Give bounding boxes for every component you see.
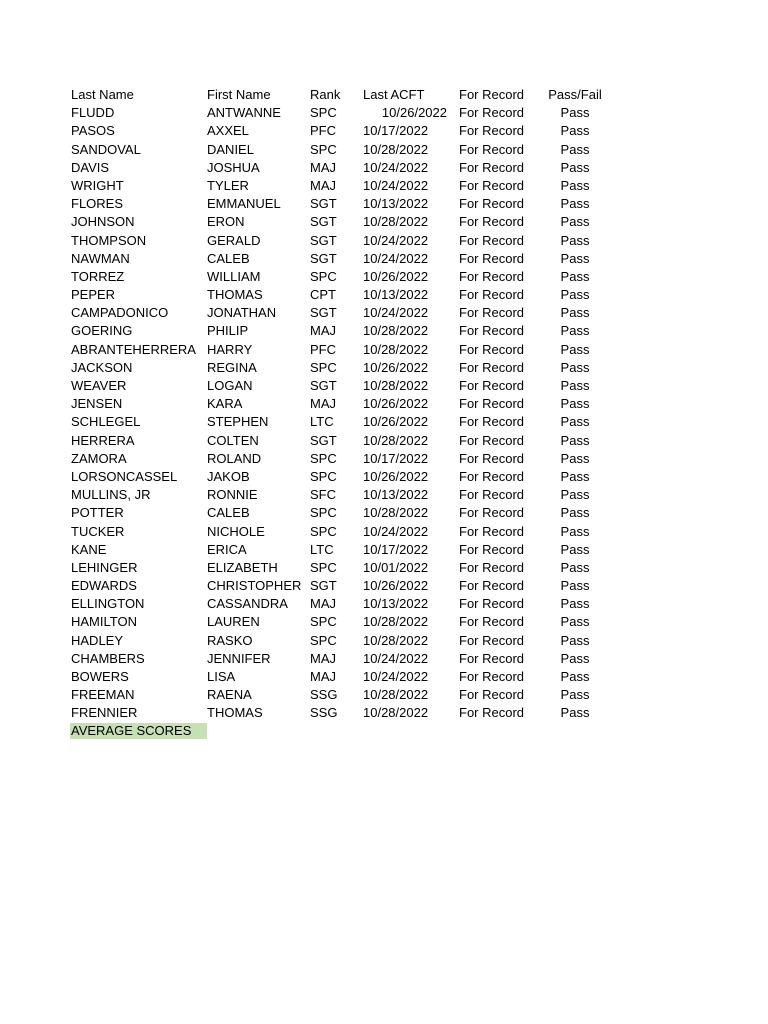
cell-first-name: JONATHAN: [207, 305, 277, 321]
cell-last-name: HADLEY: [71, 632, 124, 648]
cell-last-acft: 10/24/2022: [363, 159, 429, 175]
cell-rank: SPC: [310, 614, 337, 630]
cell-rank: MAJ: [310, 159, 336, 175]
cell-first-name: RAENA: [207, 687, 252, 703]
cell-last-acft: 10/26/2022: [381, 105, 447, 121]
table-row: [70, 395, 690, 413]
cell-for-record: For Record: [459, 414, 525, 430]
table-row: [70, 268, 690, 286]
cell-for-record: For Record: [459, 105, 525, 121]
cell-for-record: For Record: [459, 632, 525, 648]
cell-for-record: For Record: [459, 559, 525, 575]
cell-for-record: For Record: [459, 596, 525, 612]
table-row: [70, 650, 690, 668]
table-row: [70, 122, 690, 140]
cell-pass-fail: Pass: [560, 341, 590, 357]
cell-pass-fail: Pass: [560, 123, 590, 139]
average-scores-label: AVERAGE SCORES: [70, 723, 207, 739]
table-row: [70, 632, 690, 650]
header-last-name: Last Name: [71, 87, 134, 102]
cell-for-record: For Record: [459, 468, 525, 484]
cell-last-name: POTTER: [71, 505, 124, 521]
table-row: [70, 577, 690, 595]
cell-last-name: CAMPADONICO: [71, 305, 169, 321]
cell-last-acft: 10/13/2022: [363, 596, 429, 612]
cell-for-record: For Record: [459, 432, 525, 448]
average-row: [70, 723, 690, 741]
cell-last-acft: 10/26/2022: [363, 578, 429, 594]
cell-pass-fail: Pass: [560, 323, 590, 339]
table-row: [70, 104, 690, 122]
cell-pass-fail: Pass: [560, 159, 590, 175]
cell-first-name: CALEB: [207, 505, 250, 521]
cell-first-name: THOMAS: [207, 705, 263, 721]
cell-rank: CPT: [310, 287, 336, 303]
cell-last-name: HERRERA: [71, 432, 135, 448]
cell-rank: SSG: [310, 687, 338, 703]
cell-rank: SPC: [310, 505, 337, 521]
cell-pass-fail: Pass: [560, 541, 590, 557]
cell-first-name: ERICA: [207, 541, 247, 557]
cell-for-record: For Record: [459, 323, 525, 339]
cell-rank: SGT: [310, 196, 337, 212]
cell-for-record: For Record: [459, 523, 525, 539]
cell-first-name: JOSHUA: [207, 159, 260, 175]
cell-last-name: WRIGHT: [71, 177, 124, 193]
cell-last-name: BOWERS: [71, 669, 129, 684]
cell-rank: SPC: [310, 468, 337, 484]
cell-for-record: For Record: [459, 341, 525, 357]
cell-first-name: STEPHEN: [207, 414, 269, 430]
table-row: [70, 595, 690, 613]
cell-first-name: PHILIP: [207, 323, 249, 339]
cell-last-name: KANE: [71, 541, 107, 557]
cell-last-name: EDWARDS: [71, 578, 137, 594]
cell-for-record: For Record: [459, 578, 525, 594]
cell-last-name: JENSEN: [71, 396, 123, 412]
cell-last-acft: 10/26/2022: [363, 268, 429, 284]
cell-pass-fail: Pass: [560, 523, 590, 539]
cell-pass-fail: Pass: [560, 669, 590, 684]
cell-last-name: MULLINS, JR: [71, 487, 151, 503]
cell-pass-fail: Pass: [560, 359, 590, 375]
table-row: [70, 250, 690, 268]
cell-rank: SGT: [310, 250, 337, 266]
cell-last-acft: 10/24/2022: [363, 650, 429, 666]
cell-pass-fail: Pass: [560, 141, 590, 157]
cell-for-record: For Record: [459, 614, 525, 630]
cell-last-acft: 10/28/2022: [363, 505, 429, 521]
cell-last-name: SANDOVAL: [71, 141, 141, 157]
cell-rank: MAJ: [310, 650, 336, 666]
cell-rank: MAJ: [310, 323, 336, 339]
cell-pass-fail: Pass: [560, 232, 590, 248]
cell-last-acft: 10/17/2022: [363, 123, 429, 139]
cell-first-name: NICHOLE: [207, 523, 265, 539]
cell-pass-fail: Pass: [560, 687, 590, 703]
cell-last-acft: 10/24/2022: [363, 305, 429, 321]
cell-last-acft: 10/28/2022: [363, 341, 429, 357]
cell-last-acft: 10/26/2022: [363, 414, 429, 430]
cell-pass-fail: Pass: [560, 105, 590, 121]
header-row: [70, 86, 690, 104]
cell-last-acft: 10/13/2022: [363, 196, 429, 212]
cell-rank: MAJ: [310, 669, 336, 684]
cell-first-name: WILLIAM: [207, 268, 261, 284]
cell-rank: SPC: [310, 632, 337, 648]
cell-first-name: LISA: [207, 669, 236, 684]
cell-pass-fail: Pass: [560, 396, 590, 412]
cell-for-record: For Record: [459, 141, 525, 157]
cell-last-acft: 10/28/2022: [363, 687, 429, 703]
cell-first-name: TYLER: [207, 177, 249, 193]
cell-first-name: HARRY: [207, 341, 253, 357]
cell-rank: PFC: [310, 123, 336, 139]
cell-last-name: TUCKER: [71, 523, 125, 539]
header-rank: Rank: [310, 87, 341, 102]
cell-pass-fail: Pass: [560, 250, 590, 266]
cell-pass-fail: Pass: [560, 196, 590, 212]
cell-last-acft: 10/24/2022: [363, 250, 429, 266]
cell-last-name: JACKSON: [71, 359, 133, 375]
cell-for-record: For Record: [459, 177, 525, 193]
table-row: [70, 141, 690, 159]
cell-for-record: For Record: [459, 232, 525, 248]
cell-first-name: THOMAS: [207, 287, 263, 303]
table-row: [70, 159, 690, 177]
cell-first-name: CASSANDRA: [207, 596, 288, 612]
cell-for-record: For Record: [459, 396, 525, 412]
cell-rank: SPC: [310, 559, 337, 575]
cell-first-name: LOGAN: [207, 378, 253, 393]
cell-rank: LTC: [310, 414, 334, 430]
cell-pass-fail: Pass: [560, 177, 590, 193]
cell-last-name: ELLINGTON: [71, 596, 145, 612]
cell-last-name: PASOS: [71, 123, 115, 139]
cell-last-name: LORSONCASSEL: [71, 468, 178, 484]
cell-first-name: ERON: [207, 214, 245, 230]
table-row: [70, 286, 690, 304]
table-row: [70, 177, 690, 195]
cell-first-name: RONNIE: [207, 487, 258, 503]
cell-first-name: JAKOB: [207, 468, 250, 484]
cell-last-name: NAWMAN: [71, 250, 130, 266]
cell-first-name: ELIZABETH: [207, 559, 278, 575]
cell-last-acft: 10/13/2022: [363, 487, 429, 503]
cell-pass-fail: Pass: [560, 559, 590, 575]
cell-last-name: LEHINGER: [71, 559, 138, 575]
cell-last-name: ABRANTEHERRERA: [71, 341, 196, 357]
cell-first-name: EMMANUEL: [207, 196, 281, 212]
cell-last-acft: 10/28/2022: [363, 705, 429, 721]
cell-last-name: CHAMBERS: [71, 650, 145, 666]
cell-for-record: For Record: [459, 250, 525, 266]
cell-pass-fail: Pass: [560, 650, 590, 666]
table-row: [70, 304, 690, 322]
cell-last-acft: 10/01/2022: [363, 559, 429, 575]
cell-for-record: For Record: [459, 505, 525, 521]
cell-last-name: FLUDD: [71, 105, 115, 121]
cell-first-name: GERALD: [207, 232, 261, 248]
header-last-acft: Last ACFT: [363, 87, 425, 102]
table-row: [70, 686, 690, 704]
cell-last-acft: 10/28/2022: [363, 432, 429, 448]
cell-for-record: For Record: [459, 687, 525, 703]
cell-rank: SPC: [310, 105, 337, 121]
cell-rank: MAJ: [310, 177, 336, 193]
cell-last-name: TORREZ: [71, 268, 125, 284]
table-row: [70, 613, 690, 631]
cell-for-record: For Record: [459, 541, 525, 557]
cell-for-record: For Record: [459, 287, 525, 303]
cell-for-record: For Record: [459, 650, 525, 666]
cell-rank: SFC: [310, 487, 336, 503]
table-row: [70, 377, 690, 395]
cell-for-record: For Record: [459, 359, 525, 375]
cell-last-acft: 10/26/2022: [363, 359, 429, 375]
cell-pass-fail: Pass: [560, 614, 590, 630]
cell-pass-fail: Pass: [560, 596, 590, 612]
cell-for-record: For Record: [459, 305, 525, 321]
table-row: [70, 341, 690, 359]
table-row: [70, 486, 690, 504]
table-row: [70, 541, 690, 559]
cell-rank: SPC: [310, 359, 337, 375]
cell-rank: SPC: [310, 268, 337, 284]
cell-rank: SPC: [310, 523, 337, 539]
cell-pass-fail: Pass: [560, 505, 590, 521]
cell-pass-fail: Pass: [560, 432, 590, 448]
cell-last-name: HAMILTON: [71, 614, 137, 630]
cell-rank: SGT: [310, 214, 337, 230]
cell-pass-fail: Pass: [560, 214, 590, 230]
cell-first-name: COLTEN: [207, 432, 259, 448]
cell-first-name: RASKO: [207, 632, 253, 648]
cell-last-name: JOHNSON: [71, 214, 135, 230]
cell-last-name: THOMPSON: [71, 232, 147, 248]
cell-pass-fail: Pass: [560, 450, 590, 466]
cell-pass-fail: Pass: [560, 487, 590, 503]
cell-for-record: For Record: [459, 669, 525, 684]
cell-pass-fail: Pass: [560, 287, 590, 303]
cell-for-record: For Record: [459, 123, 525, 139]
cell-last-acft: 10/17/2022: [363, 450, 429, 466]
cell-last-acft: 10/24/2022: [363, 177, 429, 193]
table-row: [70, 668, 690, 686]
cell-rank: MAJ: [310, 396, 336, 412]
cell-first-name: KARA: [207, 396, 243, 412]
cell-last-acft: 10/13/2022: [363, 287, 429, 303]
table-row: [70, 468, 690, 486]
cell-last-acft: 10/24/2022: [363, 232, 429, 248]
cell-rank: SGT: [310, 305, 337, 321]
header-pass-fail: Pass/Fail: [548, 87, 602, 102]
cell-last-acft: 10/28/2022: [363, 632, 429, 648]
cell-rank: LTC: [310, 541, 334, 557]
cell-last-acft: 10/26/2022: [363, 468, 429, 484]
acft-roster-table: [70, 86, 690, 741]
cell-first-name: AXXEL: [207, 123, 249, 139]
cell-last-acft: 10/28/2022: [363, 378, 429, 393]
table-row: [70, 195, 690, 213]
cell-last-acft: 10/28/2022: [363, 614, 429, 630]
cell-last-acft: 10/17/2022: [363, 541, 429, 557]
cell-first-name: LAUREN: [207, 614, 260, 630]
cell-for-record: For Record: [459, 487, 525, 503]
cell-rank: SPC: [310, 141, 337, 157]
table-row: [70, 232, 690, 250]
table-row: [70, 559, 690, 577]
cell-rank: SGT: [310, 432, 337, 448]
cell-rank: MAJ: [310, 596, 336, 612]
cell-last-name: FLORES: [71, 196, 124, 212]
table-row: [70, 213, 690, 231]
cell-for-record: For Record: [459, 268, 525, 284]
cell-first-name: JENNIFER: [207, 650, 271, 666]
cell-last-name: PEPER: [71, 287, 116, 303]
cell-for-record: For Record: [459, 450, 525, 466]
cell-rank: SGT: [310, 378, 337, 393]
cell-first-name: DANIEL: [207, 141, 254, 157]
cell-last-acft: 10/24/2022: [363, 669, 429, 684]
cell-last-name: DAVIS: [71, 159, 110, 175]
cell-for-record: For Record: [459, 159, 525, 175]
table-row: [70, 413, 690, 431]
table-row: [70, 523, 690, 541]
cell-pass-fail: Pass: [560, 468, 590, 484]
header-for-record: For Record: [459, 87, 525, 102]
cell-last-name: ZAMORA: [71, 450, 127, 466]
table-row: [70, 504, 690, 522]
cell-rank: SPC: [310, 450, 337, 466]
header-first-name: First Name: [207, 87, 271, 102]
cell-last-acft: 10/28/2022: [363, 214, 429, 230]
cell-rank: SGT: [310, 578, 337, 594]
cell-first-name: ROLAND: [207, 450, 262, 466]
table-body: [70, 104, 690, 722]
cell-last-acft: 10/26/2022: [363, 396, 429, 412]
cell-last-name: GOERING: [71, 323, 133, 339]
cell-first-name: ANTWANNE: [207, 105, 281, 121]
cell-first-name: CHRISTOPHER: [207, 578, 302, 594]
cell-pass-fail: Pass: [560, 305, 590, 321]
cell-last-name: WEAVER: [71, 378, 127, 393]
table-row: [70, 359, 690, 377]
cell-last-acft: 10/28/2022: [363, 323, 429, 339]
table-row: [70, 704, 690, 722]
cell-rank: PFC: [310, 341, 336, 357]
cell-last-acft: 10/28/2022: [363, 141, 429, 157]
cell-first-name: REGINA: [207, 359, 257, 375]
cell-first-name: CALEB: [207, 250, 250, 266]
cell-rank: SSG: [310, 705, 338, 721]
cell-pass-fail: Pass: [560, 268, 590, 284]
table-row: [70, 322, 690, 340]
cell-for-record: For Record: [459, 196, 525, 212]
table-row: [70, 450, 690, 468]
table-row: [70, 432, 690, 450]
cell-pass-fail: Pass: [560, 378, 590, 393]
cell-last-acft: 10/24/2022: [363, 523, 429, 539]
cell-pass-fail: Pass: [560, 632, 590, 648]
cell-pass-fail: Pass: [560, 578, 590, 594]
cell-last-name: FREEMAN: [71, 687, 135, 703]
cell-rank: SGT: [310, 232, 337, 248]
cell-pass-fail: Pass: [560, 414, 590, 430]
cell-for-record: For Record: [459, 214, 525, 230]
cell-for-record: For Record: [459, 705, 525, 721]
cell-pass-fail: Pass: [560, 705, 590, 721]
cell-for-record: For Record: [459, 378, 525, 393]
cell-last-name: FRENNIER: [71, 705, 138, 721]
cell-last-name: SCHLEGEL: [71, 414, 141, 430]
